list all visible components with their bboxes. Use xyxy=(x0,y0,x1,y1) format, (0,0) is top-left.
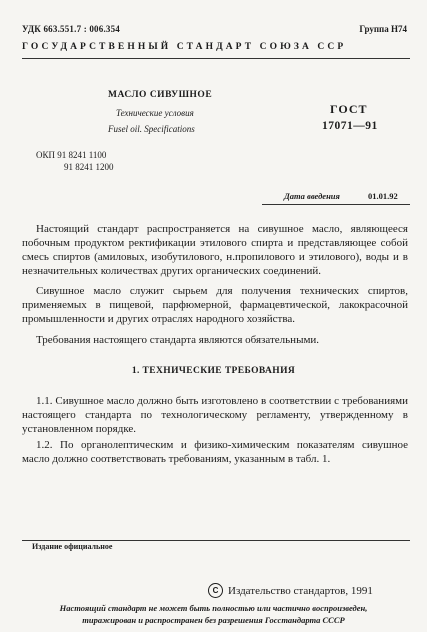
clause-1-2: 1.2. По органолептическим и физико-химическим показателям сивушное масло должно соответствовать требованиям, указанным в табл. 1. xyxy=(22,439,408,465)
group-code: Группа Н74 xyxy=(359,24,407,34)
udk-code: УДК 663.551.7 : 006.354 xyxy=(22,24,121,34)
intro-paragraph: Настоящий стандарт распространяется на сивушное масло, являющееся побочным продуктом ректификации этилового спирта и представляющее собой смесь спиртов (амиловых, изобутилового, н.пропилового и этилового), воды и в незначительных количествах других органических соединений. xyxy=(22,223,408,277)
reproduction-notice-line2: тиражирован и распространен без разрешения Госстандарта СССР xyxy=(82,615,345,625)
english-title: Fusel oil. Specifications xyxy=(108,124,195,134)
document-subtitle: Технические условия xyxy=(116,108,194,118)
effective-date-value: 01.01.92 xyxy=(368,191,398,201)
date-divider xyxy=(262,204,410,205)
standard-organization: ГОСУДАРСТВЕННЫЙ СТАНДАРТ СОЮЗА ССР xyxy=(22,42,347,52)
gost-number: 17071—91 xyxy=(322,120,378,132)
okp-code-line1: ОКП 91 8241 1100 xyxy=(36,150,107,160)
official-edition-label: Издание официальное xyxy=(32,542,113,551)
copyright-icon: C xyxy=(208,583,223,598)
section-heading: 1. ТЕХНИЧЕСКИЕ ТРЕБОВАНИЯ xyxy=(131,366,296,376)
usage-paragraph: Сивушное масло служит сырьем для получения технических спиртов, применяемых в пищевой, парфюмерной, фармацевтической, лакокрасочной промышленности и других отраслях народного хозяйства. xyxy=(22,285,408,325)
copyright-text: Издательство стандартов, 1991 xyxy=(228,584,373,597)
gost-label: ГОСТ xyxy=(330,102,368,116)
document-title: МАСЛО СИВУШНОЕ xyxy=(108,90,213,100)
top-divider xyxy=(22,58,410,59)
reproduction-notice-line1: Настоящий стандарт не может быть полностью или частично воспроизведен, xyxy=(59,603,368,613)
clause-1-1: 1.1. Сивушное масло должно быть изготовлено в соответствии с требованиями настоящего стандарта по технологическому регламенту, утвержденному в установленном порядке. xyxy=(22,395,408,435)
copyright-line xyxy=(208,583,373,598)
okp-code-line2: 91 8241 1200 xyxy=(64,162,114,172)
effective-date-label: Дата введения xyxy=(284,191,340,201)
mandatory-paragraph: Требования настоящего стандарта являются обязательными. xyxy=(36,334,320,346)
bottom-divider xyxy=(22,540,410,541)
